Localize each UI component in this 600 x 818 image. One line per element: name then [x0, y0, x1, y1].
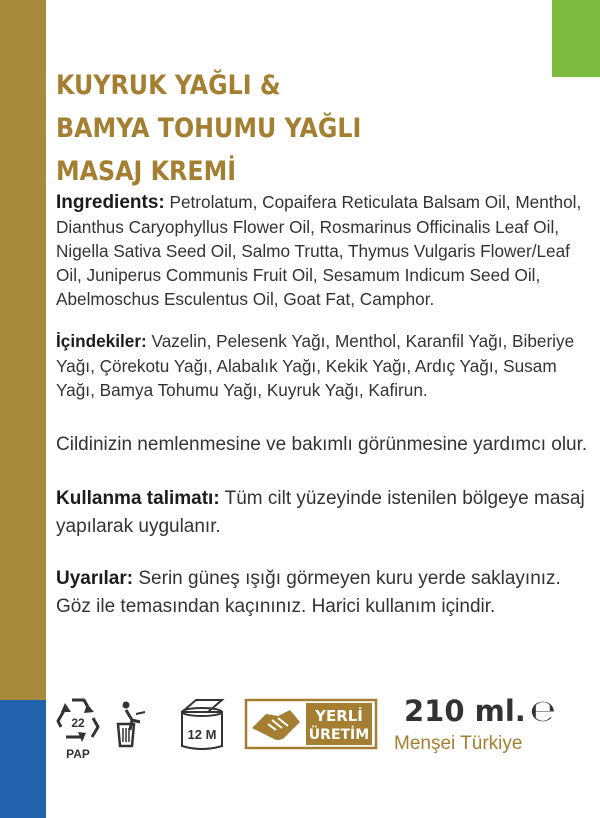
warnings-text: Serin güneş ışığı görmeyen kuru yerde saklayınız. Göz ile temasından kaçınınız. Harici kullanım içindir. — [56, 567, 561, 617]
pao-label: 12 M — [187, 727, 217, 742]
recycle-code: PAP — [66, 747, 90, 760]
handshake-icon — [252, 710, 300, 740]
label-body — [56, 190, 596, 621]
recycle-number: 22 — [71, 716, 85, 730]
ingredients-paragraph — [56, 190, 596, 311]
ingredients-text: Petrolatum, Copaifera Reticulata Balsam Oil, Menthol, Dianthus Caryophyllus Flower Oil, Rosmarinus Officinalis Leaf Oil, Nigella Sativa Seed Oil, Salmo Trutta, Thymus Vulgaris Flower/Leaf Oil, Juniperus Communis Fruit Oil, Sesamum Indicum Seed Oil, Abelmoschus Esculentus Oil, Goat Fat, Camphor. — [56, 192, 582, 309]
footer-symbols — [56, 694, 600, 764]
usage-text: Tüm cilt yüzeyinde istenilen bölgeye masaj yapılarak uygulanır. — [56, 487, 585, 537]
title-line-2: BAMYA TOHUMU YAĞLI — [56, 113, 362, 144]
warnings-paragraph — [56, 565, 596, 621]
icindekiler-paragraph — [56, 329, 596, 403]
description-paragraph: Cildinizin nemlenmesine ve bakımlı görünmesine yardımcı olur. — [56, 433, 588, 455]
volume — [404, 694, 555, 729]
icindekiler-text: Vazelin, Pelesenk Yağı, Menthol, Karanfil Yağı, Biberiye Yağı, Çörekotu Yağı, Alabalık Yağı, Kekik Yağı, Ardıç Yağı, Susam Yağı, Bamya Tohumu Yağı, Kuyruk Yağı, Kafirun. — [56, 331, 575, 400]
yerli-uretim-badge — [244, 698, 378, 750]
estimated-sign-icon: ℮ — [529, 694, 556, 729]
title-line-3: MASAJ KREMİ — [56, 156, 237, 187]
warnings-label: Uyarılar: — [56, 567, 134, 589]
badge-line-2: ÜRETİM — [308, 727, 370, 743]
origin-text: Menşei Türkiye — [394, 733, 523, 754]
left-gold-stripe — [0, 0, 46, 818]
usage-label: Kullanma talimatı: — [56, 487, 220, 509]
top-right-green-block — [552, 0, 600, 77]
badge-line-1: YERLİ — [315, 707, 363, 725]
volume-value: 210 ml. — [404, 694, 526, 728]
product-title — [56, 64, 361, 193]
recycle-icon — [56, 694, 100, 760]
trash-bin-icon — [114, 700, 148, 748]
ingredients-label: Ingredients: — [56, 192, 165, 213]
title-line-1: KUYRUK YAĞLI & — [56, 70, 281, 101]
jar-12m-icon — [178, 698, 226, 752]
icindekiler-label: İçindekiler: — [56, 331, 147, 351]
usage-paragraph — [56, 485, 596, 541]
left-blue-stripe — [0, 700, 46, 818]
